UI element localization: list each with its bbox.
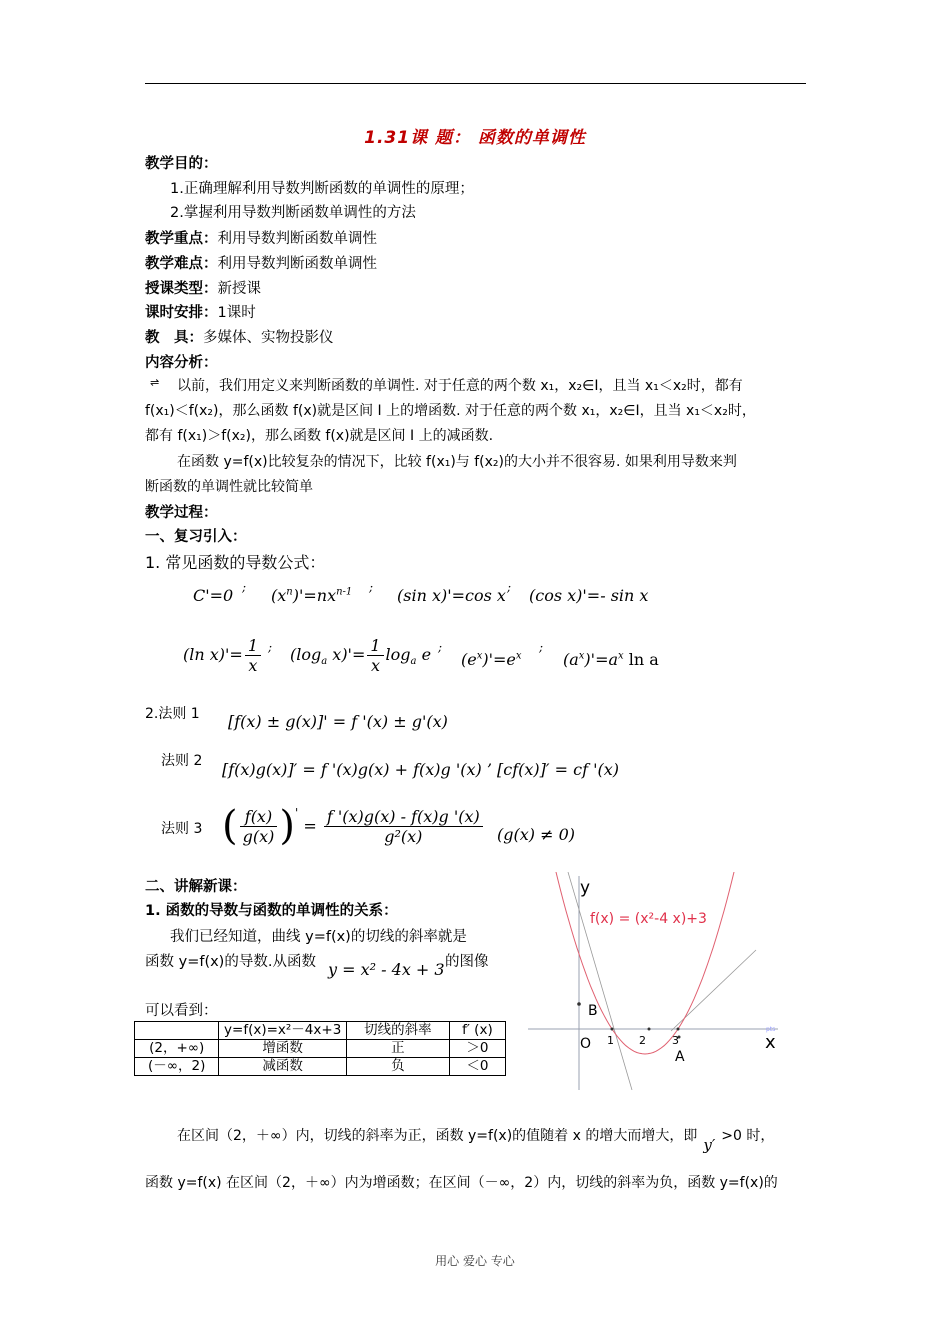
subsection-relation: 1. 函数的导数与函数的单调性的关系：: [145, 903, 398, 919]
tools-value: 多媒体、实物投影仪: [203, 330, 334, 346]
table-cell: 增函数: [219, 1040, 347, 1058]
tangent-line-b: [568, 872, 632, 1090]
rule3-label: 法则 3: [161, 821, 203, 837]
analysis-p1-line1: 以前，我们用定义来判断函数的单调性. 对于任意的两个数 x₁，x₂∈I，且当 x₁＜x₂时，都有: [177, 378, 743, 394]
label-b: B: [588, 1003, 598, 1019]
table-header-cell: 切线的斜率: [346, 1022, 449, 1040]
x-axis-label: x: [765, 1032, 776, 1053]
table-cell: 正: [346, 1040, 449, 1058]
page-title: 1.31课 题： 函数的单调性: [364, 128, 586, 148]
conclusion-line-1: 在区间（2，＋∞）内，切线的斜率为正，函数 y=f(x)的值随着 x 的增大而增大，即 y′ >0 时，: [177, 1128, 775, 1154]
parabola-graph: [528, 872, 782, 1090]
difficult-point: [145, 252, 377, 273]
body-line-1: 我们已经知道，曲线 y=f(x)的切线的斜率就是: [170, 929, 467, 945]
table-header-row: [135, 1022, 506, 1040]
goal-1: 1.正确理解利用导数判断函数的单调性的原理；: [170, 181, 474, 197]
formula-sin: (sin x)'=cos x: [397, 586, 506, 605]
rule1-formula: [f(x) ± g(x)]' = f '(x) ± g'(x): [228, 712, 448, 731]
analysis-p2-line2: 断函数的单调性就比较简单: [145, 479, 313, 495]
page-footer: 用心 爱心 专心: [435, 1254, 515, 1268]
body-line-3: 可以看到：: [145, 1003, 218, 1019]
formula-log: ($\log_a$ x)'= $\frac{1}{x}$ $\log_a e$: [290, 636, 432, 675]
body-line-2a: 函数 y=f(x)的导数.从函数: [145, 954, 316, 970]
difficult-label: 教学难点：: [145, 256, 218, 272]
rule2-formula: [f(x)g(x)]′ = f '(x)g(x) + f(x)g '(x) ’ [cf(x)]′ = cf '(x): [222, 760, 619, 779]
section-new-lesson: 二、讲解新课：: [145, 879, 247, 895]
type-label: 授课类型：: [145, 281, 218, 297]
tools-label: 教 具：: [145, 330, 203, 346]
tick-2: 2: [639, 1034, 646, 1047]
table-row: [135, 1058, 506, 1076]
monotonicity-table: [134, 1021, 506, 1076]
formula-exp: $(e^x)'=e^x$: [461, 650, 522, 669]
function-label: f(x) = (x²-4 x)+3: [590, 911, 707, 927]
table-row: [135, 1040, 506, 1058]
body-line-2b: 的图像: [445, 954, 489, 970]
formula-sep-1: ;: [242, 580, 247, 594]
formula-constant: C'=0: [193, 586, 234, 605]
formula-sep-2: ;: [369, 580, 374, 594]
formula-cos: (cos x)'=- sin x: [529, 586, 649, 605]
table-cell: ＞0: [449, 1040, 505, 1058]
difficult-value: 利用导数判断函数单调性: [217, 256, 377, 272]
table-cell: 负: [346, 1058, 449, 1076]
formula-sep-5: ;: [438, 640, 443, 654]
point-2: [648, 1028, 651, 1031]
section-review: 一、复习引入：: [145, 529, 247, 545]
goals-label: 教学目的：: [145, 156, 218, 172]
goal-2: 2.掌握利用导数判断函数单调性的方法: [170, 205, 416, 221]
analysis-p1-line2: f(x₁)＜f(x₂)，那么函数 f(x)就是区间 I 上的增函数. 对于任意的两个数 x₁，x₂∈I，且当 x₁＜x₂时，: [145, 403, 756, 419]
conclusion-line-2: 函数 y=f(x) 在区间（2，＋∞）内为增函数；在区间（－∞，2）内，切线的斜率为负，函数 y=f(x)的: [145, 1175, 778, 1191]
curve-equation: y = x² - 4x + 3: [328, 960, 445, 979]
point-b: [577, 1002, 581, 1006]
axis-tag: pts: [766, 1026, 776, 1033]
label-a: A: [675, 1049, 685, 1065]
table-cell: ＜0: [449, 1058, 505, 1076]
derivative-formulas-heading: 1. 常见函数的导数公式：: [145, 553, 326, 572]
table-cell: 减函数: [219, 1058, 347, 1076]
point-3: [677, 1028, 680, 1031]
tick-3: 3: [672, 1034, 679, 1047]
formula-sep-4: ;: [268, 640, 273, 654]
formula-ln: (ln x)'= $\frac{1}{x}$: [183, 636, 263, 675]
type-value: 新授课: [217, 281, 261, 297]
hours-label: 课时安排：: [145, 305, 218, 321]
lesson-hours: [145, 301, 256, 322]
label-o: O: [580, 1036, 592, 1052]
rule3-condition: (g(x) ≠ 0): [497, 825, 575, 844]
table-header-cell: [135, 1022, 219, 1040]
analysis-p1-line3: 都有 f(x₁)＞f(x₂)，那么函数 f(x)就是区间 I 上的减函数.: [145, 428, 494, 444]
table-cell: (2，+∞): [135, 1040, 219, 1058]
formula-sep-6: ;: [539, 640, 544, 654]
point-1: [611, 1028, 614, 1031]
table-cell: (－∞，2): [135, 1058, 219, 1076]
tick-1: 1: [607, 1034, 614, 1047]
formula-power: $(x^n)'=nx^{n-1}$: [271, 586, 353, 605]
rule3-formula: ( $\frac{f(x)}{g(x)}$ )' = $\frac{f '(x)g(x) - f(x)g '(x)}{\text{g²(x)}}$: [222, 806, 485, 846]
parabola-curve: [536, 872, 754, 1054]
key-point: [145, 227, 377, 248]
rule1-label: 2.法则 1: [145, 706, 200, 722]
key-value: 利用导数判断函数单调性: [217, 231, 377, 247]
analysis-p2-line1: 在函数 y=f(x)比较复杂的情况下，比较 f(x₁)与 f(x₂)的大小并不很容易. 如果利用导数来判: [177, 454, 737, 470]
teaching-tools: [145, 326, 334, 347]
paragraph-mark-icon: ⇌: [150, 376, 160, 389]
analysis-label: 内容分析：: [145, 355, 218, 371]
formula-sep-3: ;: [507, 580, 512, 594]
key-label: 教学重点：: [145, 231, 218, 247]
hours-value: 1课时: [217, 305, 256, 321]
table-header-cell: f′ (x): [449, 1022, 505, 1040]
y-axis-label: y: [580, 878, 591, 898]
rule2-label: 法则 2: [161, 753, 203, 769]
header-rule: [145, 83, 806, 84]
formula-ax: $(a^x)'=a^x$ ln a: [563, 650, 659, 669]
lesson-type: [145, 277, 261, 298]
table-header-cell: y=f(x)=x²－4x+3: [219, 1022, 347, 1040]
process-label: 教学过程：: [145, 505, 218, 521]
